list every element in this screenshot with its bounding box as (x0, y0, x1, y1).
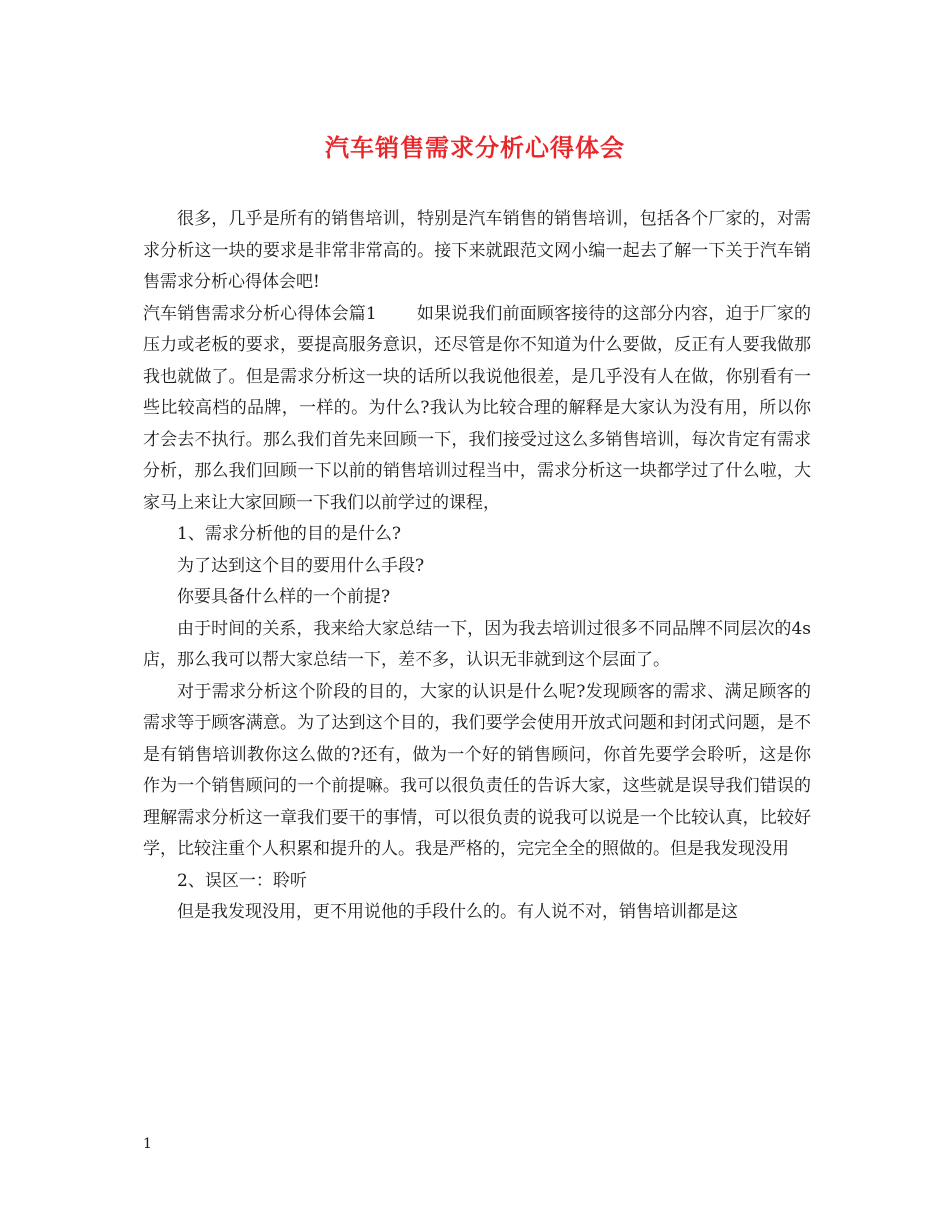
question-1: 1、需求分析他的目的是什么? (177, 524, 401, 544)
question-3: 你要具备什么样的一个前提? (177, 587, 391, 607)
page-number: 1 (143, 1136, 152, 1152)
section-paragraph (143, 299, 811, 520)
purpose-paragraph: 对于需求分析这个阶段的目的，大家的认识是什么呢?发现顾客的需求、满足顾客的需求等于顾客满意。为了达到这个目的，我们要学会使用开放式问题和封闭式问题，是不是有销售培训教你这么做的?还有，做为一个好的销售顾问，你首先要学会聆听，这是你作为一个销售顾问的一个前提嘛。我可以很负责任的告诉大家，这些就是误导我们错误的理解需求分析这一章我们要干的事情，可以很负责的说我可以说是一个比较认真，比较好学，比较注重个人积累和提升的人。我是严格的，完完全全的照做的。但是我发现没用 (143, 681, 811, 859)
intro-paragraph: 很多，几乎是所有的销售培训，特别是汽车销售的销售培训，包括各个厂家的，对需求分析这一块的要求是非常非常高的。接下来就跟范文网小编一起去了解一下关于汽车销售需求分析心得体会吧! (143, 209, 811, 292)
question-2: 为了达到这个目的要用什么手段? (177, 555, 425, 576)
heading-misconception-1: 2、误区一：聆听 (177, 870, 307, 891)
section-label: 汽车销售需求分析心得体会篇1 (143, 303, 377, 324)
last-paragraph: 但是我发现没用，更不用说他的手段什么的。有人说不对，销售培训都是这 (177, 902, 738, 922)
section-text: 如果说我们前面顾客接待的这部分内容，迫于厂家的压力或老板的要求，要提高服务意识，还尽管是你不知道为什么要做，反正有人要我做那我也就做了。但是需求分析这一块的话所以我说他很差，是几乎没有人在做，你别看有一些比较高档的品牌，一样的。为什么?我认为比较合理的解释是大家认为没有用，所以你才会去不执行。那么我们首先来回顾一下，我们接受过这么多销售培训，每次肯定有需求分析，那么我们回顾一下以前的销售培训过程当中，需求分析这一块都学过了什么啦，大家马上来让大家回顾一下我们以前学过的课程， (143, 303, 811, 513)
document-body (143, 204, 811, 929)
summary-paragraph: 由于时间的关系，我来给大家总结一下，因为我去培训过很多不同品牌不同层次的4s店，那么我可以帮大家总结一下，差不多，认识无非就到这个层面了。 (143, 618, 811, 670)
document-title: 汽车销售需求分析心得体会 (325, 133, 625, 162)
